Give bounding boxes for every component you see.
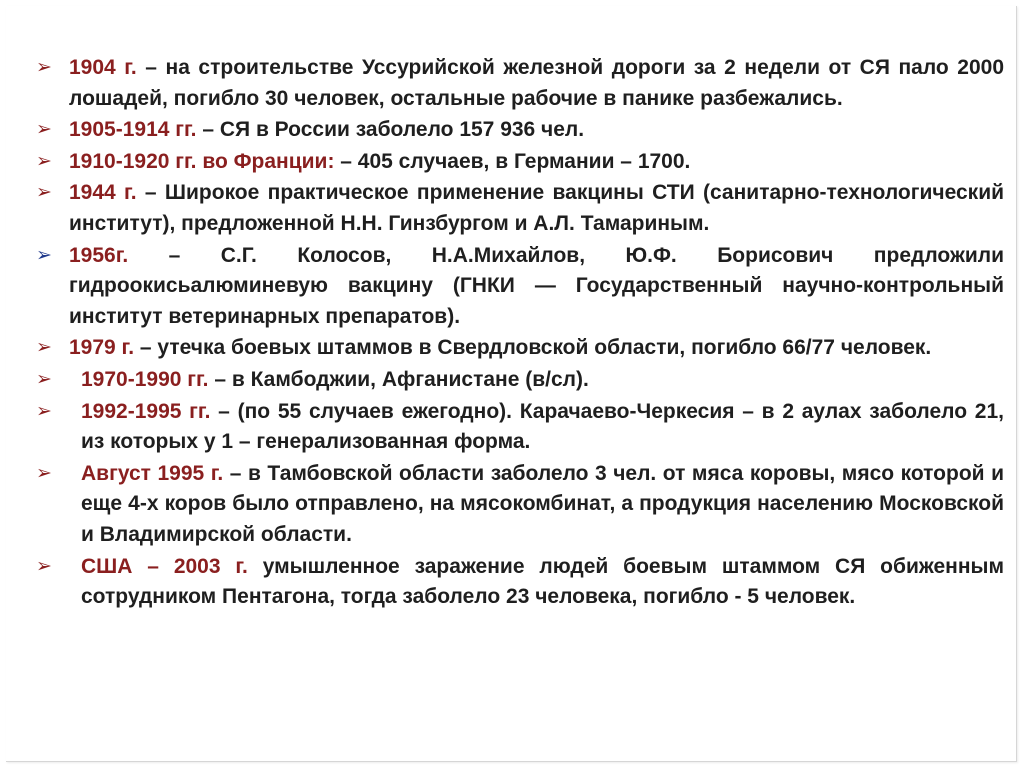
item-date: 1970-1990 гг. bbox=[81, 367, 209, 391]
item-text: – (по 55 случаев ежегодно). Карачаево-Черкесия – в 2 аулах заболело 21, из которых у 1 – генерализованная форма. bbox=[81, 399, 1004, 454]
arrow-bullet-icon: ➢ bbox=[36, 182, 52, 204]
arrow-bullet-icon: ➢ bbox=[36, 119, 52, 141]
item-date: 1956г. bbox=[69, 243, 129, 267]
list-item-1905 bbox=[36, 115, 1004, 146]
item-text: умышленное заражение людей боевым штаммом СЯ обиженным сотрудником Пентагона, тогда заболело 23 человека, погибло - 5 человек. bbox=[81, 554, 1005, 609]
item-date: США – 2003 г. bbox=[81, 554, 248, 578]
list-item-1970 bbox=[36, 365, 1004, 396]
arrow-bullet-icon: ➢ bbox=[36, 555, 52, 577]
item-date: 1910-1920 гг. во Франции: bbox=[69, 149, 335, 173]
arrow-bullet-icon: ➢ bbox=[36, 337, 52, 359]
arrow-bullet-icon: ➢ bbox=[36, 462, 52, 484]
list-item-2003 bbox=[36, 552, 1004, 613]
item-date: 1979 г. bbox=[69, 336, 135, 360]
item-text: – на строительстве Уссурийской железной дороги за 2 недели от СЯ пало 2000 лошадей, погибло 30 человек, остальные рабочие в панике разбежались. bbox=[69, 56, 1004, 110]
item-text: – СЯ в России заболело 157 936 чел. bbox=[196, 118, 585, 142]
arrow-bullet-icon: ➢ bbox=[36, 57, 52, 78]
item-text: – С.Г. Колосов, Н.А.Михайлов, Ю.Ф. Борисович предложили гидроокисьалюминевую вакцину (ГНКИ — Государственный научно-контрольный институт ветеринарных препаратов). bbox=[69, 243, 1004, 328]
slide bbox=[6, 6, 1017, 762]
history-list bbox=[36, 53, 1004, 614]
arrow-bullet-icon: ➢ bbox=[36, 400, 52, 422]
list-item-1910 bbox=[36, 147, 1004, 178]
arrow-bullet-icon: ➢ bbox=[36, 368, 52, 390]
item-text: – в Камбоджии, Афганистане (в/сл). bbox=[208, 367, 589, 391]
item-date: 1905-1914 гг. bbox=[69, 118, 197, 142]
arrow-bullet-icon: ➢ bbox=[36, 244, 52, 266]
item-text: – в Тамбовской области заболело 3 чел. от мяса коровы, мясо которой и еще 4-х коров было отправлено, на мясокомбинат, а продукция населению Московской и Владимирской области. bbox=[81, 461, 1004, 546]
list-item-1904 bbox=[36, 53, 1004, 114]
list-item-1995 bbox=[36, 459, 1004, 551]
item-date: Август 1995 г. bbox=[81, 461, 224, 485]
list-item-1992 bbox=[36, 397, 1004, 458]
item-date: 1904 г. bbox=[69, 56, 137, 79]
item-text: – 405 случаев, в Германии – 1700. bbox=[334, 149, 691, 173]
arrow-bullet-icon: ➢ bbox=[36, 150, 52, 172]
item-text: – утечка боевых штаммов в Свердловской области, погибло 66/77 человек. bbox=[134, 336, 932, 360]
list-item-1956 bbox=[36, 241, 1004, 333]
item-text: – Широкое практическое применение вакцины СТИ (санитарно-технологический институт), предложенной Н.Н. Гинзбургом и А.Л. Тамариным. bbox=[69, 181, 1005, 235]
list-item-1944 bbox=[36, 178, 1004, 239]
item-date: 1944 г. bbox=[69, 181, 137, 205]
item-date: 1992-1995 гг. bbox=[81, 399, 211, 423]
list-item-1979 bbox=[36, 333, 1004, 364]
